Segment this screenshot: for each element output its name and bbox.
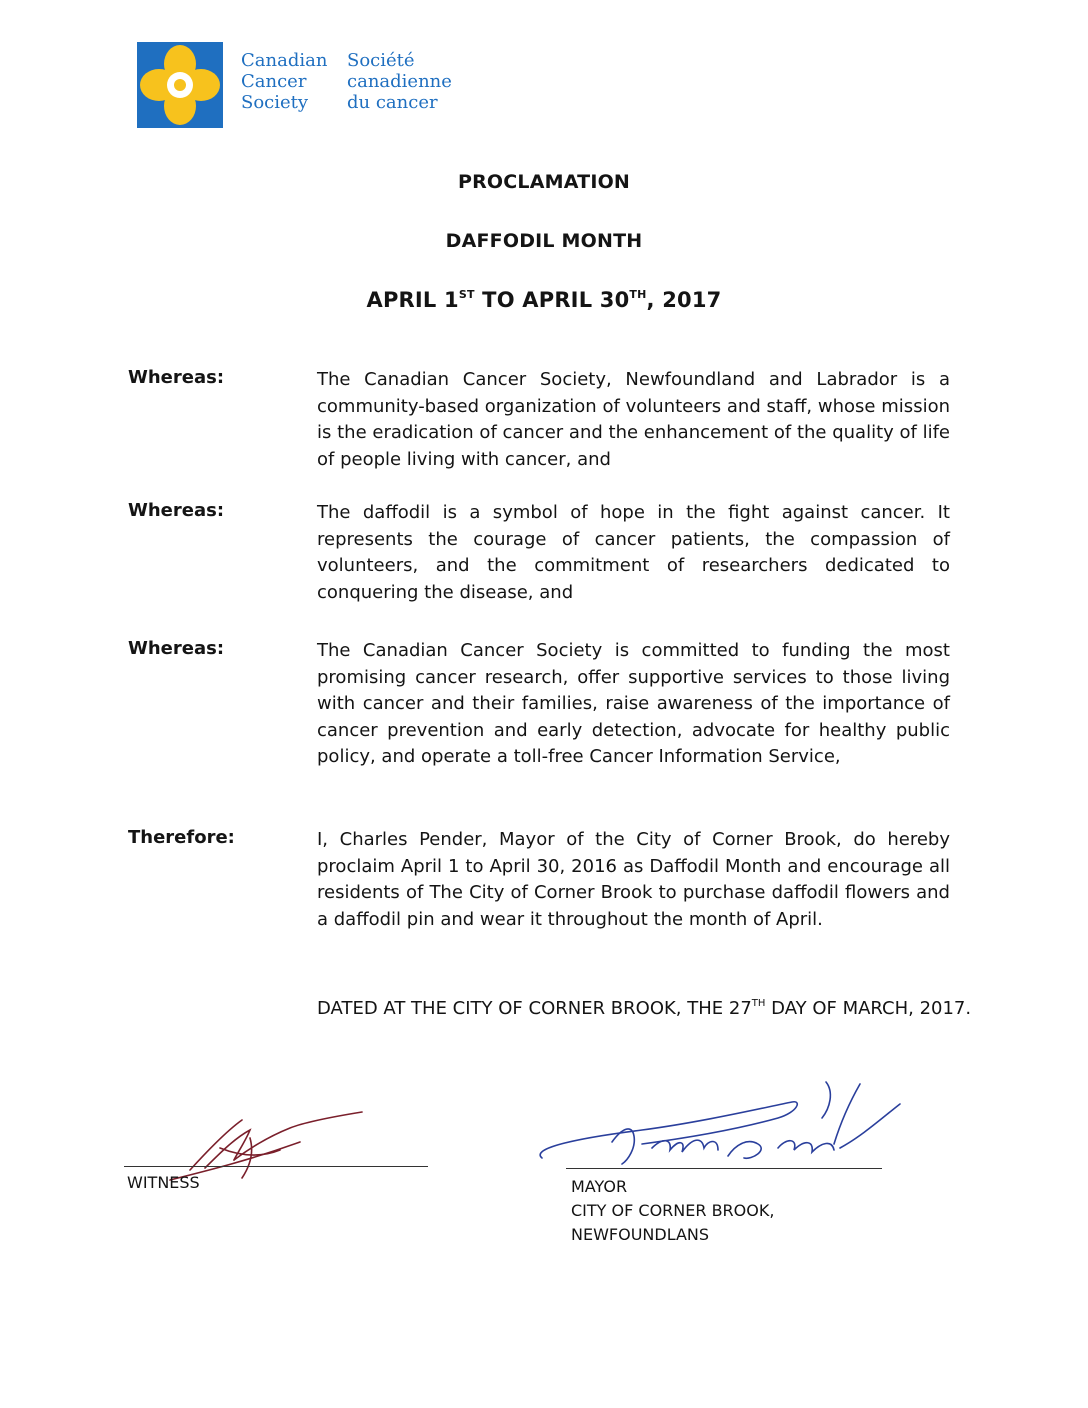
date-range-part: TO APRIL 30: [474, 288, 630, 312]
proclamation-heading: PROCLAMATION: [457, 171, 631, 193]
logo-en-line: Canadian: [241, 50, 328, 71]
date-range-superscript: TH: [629, 288, 647, 301]
logo-fr-line: du cancer: [347, 92, 438, 113]
daffodil-logo-icon: [137, 42, 223, 128]
mayor-signature-block: [571, 1175, 774, 1247]
mayor-signature-line: [566, 1168, 882, 1169]
mayor-org-line: CITY OF CORNER BROOK,: [571, 1201, 775, 1220]
date-range-part: , 2017: [646, 288, 722, 312]
clause-label: Therefore:: [128, 827, 235, 848]
date-range-heading: [0, 288, 1088, 312]
witness-signature-line: [124, 1166, 428, 1167]
clause-text: The Canadian Cancer Society is committed to funding the most promising cancer research, offer supportive services to those living with cancer and their families, raise awareness of the importance of cancer prevention and early detection, advocate for healthy public policy, and operate a toll-free Cancer Information Service,: [317, 640, 950, 767]
mayor-org-line: NEWFOUNDLANS: [571, 1225, 710, 1244]
canadian-cancer-society-logo: [137, 42, 497, 132]
witness-label: WITNESS: [127, 1173, 200, 1192]
date-range-superscript: ST: [458, 288, 475, 301]
clause-text: The daffodil is a symbol of hope in the fight against cancer. It represents the courage of cancer patients, the compassion of volunteers, and the commitment of researchers dedicated to conquering the disease, and: [317, 502, 950, 603]
clause-label: Whereas:: [128, 367, 225, 388]
logo-text-french: [347, 50, 452, 113]
dated-superscript: TH: [751, 998, 766, 1009]
clause-text: The Canadian Cancer Society, Newfoundland and Labrador is a community-based organization of volunteers and staff, whose mission is the eradication of cancer and the enhancement of the quality of life of people living with cancer, and: [317, 369, 950, 470]
logo-fr-line: canadienne: [347, 71, 452, 92]
logo-en-line: Cancer: [241, 71, 307, 92]
clause-text: I, Charles Pender, Mayor of the City of Corner Brook, do hereby proclaim April 1 to April 30, 2016 as Daffodil Month and encourage all residents of The City of Corner Brook to purchase daffodil flowers and a daffodil pin and wear it throughout the month of April.: [317, 829, 950, 930]
logo-en-line: Society: [241, 92, 309, 113]
clause-label: Whereas:: [128, 638, 225, 659]
daffodil-month-heading: DAFFODIL MONTH: [445, 230, 643, 252]
date-range-part: APRIL 1: [366, 288, 459, 312]
mayor-signature: [522, 1078, 912, 1178]
dated-statement: [317, 996, 977, 1022]
mayor-title: MAYOR: [571, 1177, 628, 1196]
dated-part: DATED AT THE CITY OF CORNER BROOK, THE 27: [317, 998, 752, 1019]
logo-text-english: [241, 50, 327, 113]
dated-part: DAY OF MARCH, 2017.: [765, 998, 972, 1019]
logo-fr-line: Société: [347, 50, 415, 71]
clause-label: Whereas:: [128, 500, 225, 521]
